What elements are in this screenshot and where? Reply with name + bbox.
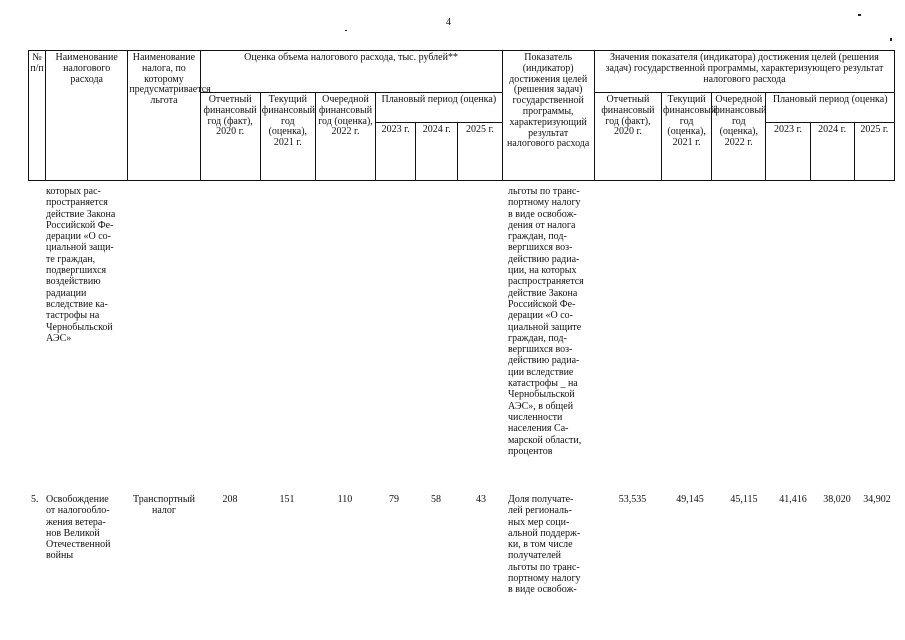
row5-val-2023: 41,416 xyxy=(779,494,807,505)
scan-speck xyxy=(890,38,892,41)
continuation-indicator-text: льготы по транс- портному налогу в виде освобож- дения от налога граждан, под- вергшихся воз- действию радиа- ции, на которых распространяется действие Закона Российской Фе- дерации «О со- циальной защите граждан, под- вергшихся воз- действию радиа- ции вследствие катастрофы _ на Чернобыльской АЭС», в общей численности населения Са- марской области, процентов xyxy=(508,186,584,457)
header-vol-2020: Отчетный финансовый год (факт), 2020 г. xyxy=(200,93,260,181)
header-vol-2024: 2024 г. xyxy=(416,123,458,181)
header-val-plan: Плановый период (оценка) xyxy=(766,93,895,123)
row5-vol-2024: 58 xyxy=(431,494,441,505)
row5-vol-2021: 151 xyxy=(279,494,295,505)
scan-speck xyxy=(858,14,861,16)
row5-indicator: Доля получате- лей региональ- ных мер соци- альной поддерж- ки, в том числе получателей льготы по транс- портному налогу в виде освобож- xyxy=(508,494,581,596)
header-val-2021: Текущий финансовый год (оценка), 2021 г. xyxy=(662,93,712,181)
row5-vol-2023: 79 xyxy=(389,494,399,505)
scan-speck xyxy=(345,30,347,31)
row5-val-2022: 45,115 xyxy=(730,494,758,505)
row5-tax: Транспортный налог xyxy=(133,494,195,517)
header-val-2020: Отчетный финансовый год (факт), 2020 г. xyxy=(594,93,661,181)
continuation-name-text: которых рас- пространяется действие Закона Российской Фе- дерации «О со- циальной защи- те граждан, подвергшихся воздействию радиации вследствие ка- тастрофы на Чернобыльской АЭС» xyxy=(46,186,116,344)
header-val-2024: 2024 г. xyxy=(810,123,854,181)
header-val-2023: 2023 г. xyxy=(766,123,810,181)
header-vol-plan: Плановый период (оценка) xyxy=(376,93,502,123)
row5-val-2025: 34,902 xyxy=(863,494,891,505)
header-vol-2022: Очередной финансовый год (оценка), 2022 г. xyxy=(315,93,375,181)
header-vol-2025: 2025 г. xyxy=(458,123,502,181)
header-values-group: Значения показателя (индикатора) достижения целей (решения задач) государственной программы, характеризующего результат налогового расхода xyxy=(594,51,894,93)
row5-number: 5. xyxy=(31,494,39,505)
row5-vol-2020: 208 xyxy=(222,494,238,505)
row5-vol-2022: 110 xyxy=(337,494,353,505)
header-name: Наименование налогового расхода xyxy=(46,51,128,181)
page-number: 4 xyxy=(446,17,451,28)
header-vol-2021: Текущий финансовый год (оценка), 2021 г. xyxy=(260,93,315,181)
row5-vol-2025: 43 xyxy=(476,494,486,505)
header-no: № п/п xyxy=(29,51,46,181)
header-val-2022: Очередной финансовый год (оценка), 2022 г. xyxy=(712,93,766,181)
header-val-2025: 2025 г. xyxy=(854,123,894,181)
row5-name: Освобождение от налогообло- жения ветера- нов Великой Отечественной войны xyxy=(46,494,111,562)
header-volume-group: Оценка объема налогового расхода, тыс. рублей** xyxy=(200,51,502,93)
row5-val-2020: 53,535 xyxy=(618,494,647,505)
header-vol-2023: 2023 г. xyxy=(376,123,416,181)
header-tax: Наименование налога, по которому предусматривается льгота xyxy=(128,51,200,181)
row5-val-2024: 38,020 xyxy=(823,494,851,505)
header-indicator: Показатель (индикатор) достижения целей (решения задач) государственной программы, характеризующий результат налогового расхода xyxy=(502,51,594,181)
row5-val-2021: 49,145 xyxy=(676,494,704,505)
header-table xyxy=(28,50,895,181)
